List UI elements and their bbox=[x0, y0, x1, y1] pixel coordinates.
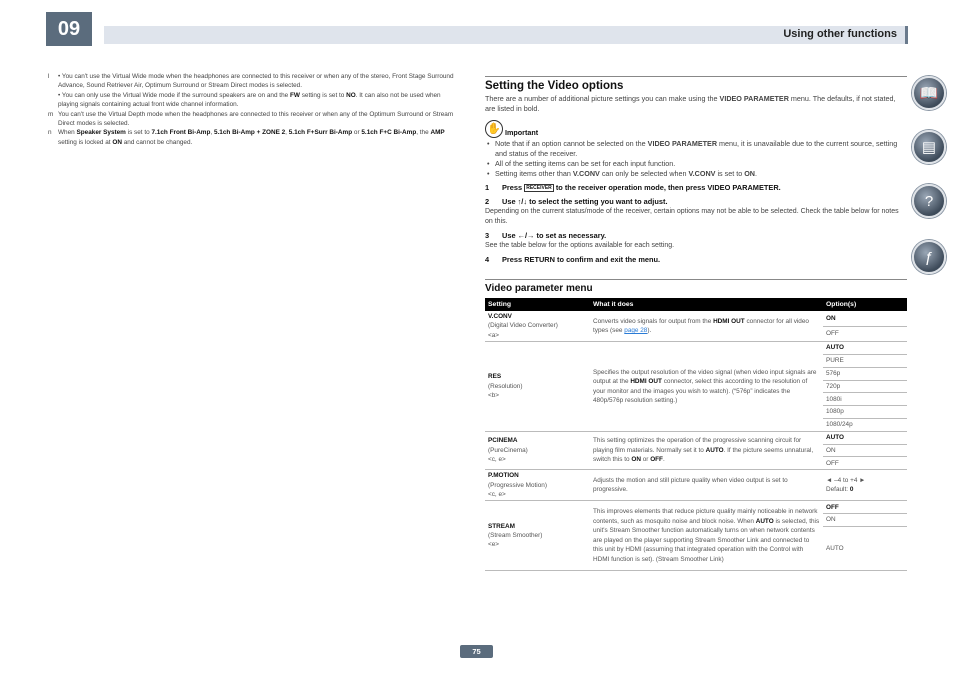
step-number: 3 bbox=[485, 231, 490, 240]
description-cell bbox=[590, 470, 823, 501]
column-header: Option(s) bbox=[823, 298, 907, 311]
text: Converts video signals for output from the bbox=[593, 317, 714, 325]
step-text bbox=[502, 255, 660, 265]
setting-subtitle: (Progressive Motion) bbox=[488, 481, 547, 489]
bold-text: ON bbox=[744, 169, 755, 178]
bold-text: HDMI OUT bbox=[713, 317, 745, 325]
setting-tag: <e> bbox=[488, 541, 500, 549]
text: Press RETURN to confirm and exit the menu. bbox=[502, 255, 661, 264]
setting-cell bbox=[485, 431, 590, 469]
setting-name: P.MOTION bbox=[488, 472, 519, 480]
bold-text: HDMI OUT bbox=[630, 378, 662, 386]
text: • You can't use the Virtual Wide mode when the headphones are connected to this receiver or when any of the stereo, Front Stage Surround Advance, Sound Retriever Air, Optimum Surround or Stream Direct modes is selected. bbox=[58, 73, 454, 90]
default-label: Default: bbox=[826, 486, 850, 494]
step-text bbox=[502, 183, 781, 193]
table-row bbox=[485, 501, 907, 514]
footnote-mark: n bbox=[48, 129, 52, 137]
step-number: 1 bbox=[485, 183, 490, 192]
step-number: 4 bbox=[485, 255, 490, 264]
step-description: See the table below for the options available for each setting. bbox=[485, 242, 675, 249]
option-value: PURE bbox=[826, 357, 844, 365]
footnote bbox=[48, 128, 458, 147]
text: to the receiver operation mode, then press VIDEO PARAMETER. bbox=[553, 183, 781, 192]
important-heading bbox=[485, 120, 907, 138]
text: Press bbox=[502, 183, 525, 192]
option-cell bbox=[823, 527, 907, 571]
option-cell bbox=[823, 380, 907, 393]
text: , bbox=[210, 129, 214, 137]
setting-name: V.CONV bbox=[488, 313, 512, 320]
text: ). bbox=[647, 327, 652, 335]
chapter-number: 09 bbox=[46, 12, 92, 46]
receiver-key: RECEIVER bbox=[526, 185, 552, 192]
text: or bbox=[640, 456, 651, 464]
table-row bbox=[485, 311, 907, 326]
option-value: ON bbox=[826, 314, 836, 322]
text: connector, select this according to the resolution of your monitor and the images you wish to watch). (“576p” indicates the 480p/576p resolution setting.) bbox=[593, 378, 808, 404]
list-item bbox=[485, 169, 907, 179]
bold-text: FW bbox=[289, 91, 300, 99]
setting-tag: <c, e> bbox=[488, 491, 506, 498]
option-value: 1080/24p bbox=[826, 421, 853, 429]
text: is selected, this unit's Stream Smoother function automatically turns on when network contents are played on the player supporting Stream Smoother Link and connected to this unit by HDMI (assuming that integrated operation with the Control with HDMI function is set). (Stream Smoother Link) bbox=[593, 517, 820, 563]
text: , the bbox=[416, 129, 431, 137]
text: or bbox=[352, 129, 362, 137]
footnotes bbox=[48, 72, 458, 147]
setting-tag: <b> bbox=[488, 392, 500, 400]
description-cell bbox=[590, 501, 823, 571]
footnote bbox=[48, 72, 458, 91]
text: Adjusts the motion and still picture quality when video output is set to progressive. bbox=[593, 476, 788, 494]
text: menu, it is unavailable due to the current source, setting and status of the receiver. bbox=[495, 139, 898, 158]
step bbox=[485, 231, 907, 241]
main-content bbox=[485, 76, 907, 571]
default-value: 0 bbox=[849, 486, 854, 494]
setting-name: PCINEMA bbox=[488, 437, 518, 445]
text: You can't use the Virtual Depth mode when the headphones are connected to this receiver or when any of the Optimum Surround or Stream Direct modes is selected. bbox=[58, 110, 454, 128]
option-cell bbox=[823, 501, 907, 514]
option-value: AUTO bbox=[826, 344, 844, 352]
step-description: Depending on the current status/mode of the receiver, certain options may not be able to be selected. Check the table below for notes on this. bbox=[485, 208, 899, 225]
option-value: AUTO bbox=[826, 544, 844, 552]
function-icon[interactable]: ƒ bbox=[912, 240, 946, 274]
step bbox=[485, 255, 907, 265]
option-value: 576p bbox=[826, 370, 841, 377]
option-value: OFF bbox=[826, 330, 839, 338]
bold-text: OFF bbox=[650, 456, 663, 464]
step bbox=[485, 197, 907, 207]
option-value: 720p bbox=[826, 382, 841, 390]
table-row bbox=[485, 470, 907, 501]
bold-text: 7.1ch Front Bi-Amp bbox=[151, 129, 211, 137]
text: When bbox=[58, 129, 77, 137]
table-row bbox=[485, 342, 907, 355]
table-row bbox=[485, 431, 907, 444]
setting-tag: <a> bbox=[488, 331, 500, 339]
important-list bbox=[485, 139, 907, 179]
page-link[interactable]: page 28 bbox=[624, 327, 648, 335]
bold-text: 5.1ch Bi-Amp + ZONE 2 bbox=[213, 129, 286, 137]
book-icon[interactable]: 📖 bbox=[912, 76, 946, 110]
setting-cell bbox=[485, 311, 590, 342]
option-default bbox=[826, 485, 904, 494]
text: , bbox=[285, 129, 289, 137]
option-cell bbox=[823, 367, 907, 380]
table-header bbox=[485, 298, 907, 311]
question-icon[interactable]: ? bbox=[912, 184, 946, 218]
option-value: ON bbox=[826, 446, 836, 454]
setting-subtitle: (Digital Video Converter) bbox=[488, 322, 558, 330]
bold-text: AMP bbox=[430, 129, 445, 137]
footnote bbox=[48, 110, 458, 129]
text: All of the setting items can be set for each input function. bbox=[495, 159, 676, 168]
text: This improves elements that reduce picture quality mainly noticeable in network contents, such as mosquito noise and block noise. When bbox=[593, 508, 818, 525]
steps bbox=[485, 183, 907, 265]
step-number: 2 bbox=[485, 197, 490, 206]
option-cell bbox=[823, 355, 907, 368]
setting-cell bbox=[485, 501, 590, 571]
option-cell bbox=[823, 342, 907, 355]
bold-text: 5.1ch F+C Bi-Amp bbox=[361, 129, 417, 137]
option-value: OFF bbox=[826, 503, 839, 511]
setting-subtitle: (Resolution) bbox=[488, 382, 523, 390]
option-cell bbox=[823, 514, 907, 527]
description-cell bbox=[590, 431, 823, 469]
text: menu. The defaults, if not stated, are listed in bold. bbox=[485, 94, 896, 113]
column-header: What it does bbox=[590, 298, 823, 311]
bold-text: AUTO bbox=[755, 517, 774, 525]
step bbox=[485, 183, 907, 193]
text: setting is set to bbox=[299, 91, 347, 99]
text: • You can only use the Virtual Wide mode if the surround speakers are on and the bbox=[58, 91, 290, 99]
text: and cannot be changed. bbox=[121, 138, 193, 146]
option-value: ON bbox=[826, 516, 836, 524]
setting-name: STREAM bbox=[488, 522, 515, 530]
video-parameter-table bbox=[485, 298, 907, 571]
text: Specifies the output resolution of the video signal (when video input signals are output at the bbox=[593, 368, 817, 386]
option-cell bbox=[823, 406, 907, 419]
option-cell bbox=[823, 419, 907, 432]
option-value: AUTO bbox=[826, 433, 844, 441]
option-value: 1080i bbox=[826, 395, 842, 403]
footnote-mark: l bbox=[48, 73, 50, 80]
footnote bbox=[48, 91, 458, 110]
bold-text: ON bbox=[112, 138, 122, 146]
column-header: Setting bbox=[485, 298, 590, 311]
option-cell bbox=[823, 326, 907, 341]
header-title: Using other functions bbox=[783, 28, 897, 40]
option-cell bbox=[823, 444, 907, 457]
setting-tag: <c, e> bbox=[488, 456, 506, 464]
text: Use ←/→ to set as necessary. bbox=[502, 231, 607, 240]
text: setting is locked at bbox=[58, 138, 113, 146]
option-value: 1080p bbox=[826, 408, 844, 416]
bold-text: AUTO bbox=[705, 446, 724, 454]
option-cell bbox=[823, 457, 907, 470]
header-bar bbox=[104, 26, 908, 44]
option-value: ◄ –4 to +4 ► bbox=[826, 476, 866, 484]
option-cell bbox=[823, 431, 907, 444]
option-cell bbox=[823, 393, 907, 406]
bold-text: V.CONV bbox=[572, 169, 600, 178]
text: . bbox=[662, 456, 665, 464]
option-cell bbox=[823, 311, 907, 326]
text: is set to bbox=[715, 169, 745, 178]
setting-subtitle: (PureCinema) bbox=[488, 446, 528, 454]
setting-cell bbox=[485, 342, 590, 432]
remote-icon[interactable]: ▤ bbox=[912, 130, 946, 164]
text: There are a number of additional picture settings you can make using the bbox=[485, 94, 720, 103]
section-title: Setting the Video options bbox=[485, 80, 624, 92]
important-icon: ✋ bbox=[485, 120, 503, 138]
step-text bbox=[502, 231, 606, 241]
text: is set to bbox=[125, 129, 152, 137]
setting-subtitle: (Stream Smoother) bbox=[488, 532, 543, 539]
text: Use ↑/↓ to select the setting you want to adjust. bbox=[502, 197, 668, 206]
important-label: Important bbox=[505, 128, 539, 137]
setting-cell bbox=[485, 470, 590, 501]
text: can only be selected when bbox=[599, 169, 689, 178]
bold-text: V.CONV bbox=[688, 169, 716, 178]
list-item bbox=[485, 159, 907, 169]
text: . If the picture seems unnatural, switch this to bbox=[593, 446, 814, 464]
description-cell bbox=[590, 342, 823, 432]
bold-text: VIDEO PARAMETER bbox=[719, 94, 789, 103]
bold-text: Speaker System bbox=[76, 129, 126, 137]
list-item bbox=[485, 139, 907, 159]
page-number: 75 bbox=[460, 645, 493, 658]
text: . It can also not be used when playing signals containing actual front wide channel information. bbox=[58, 91, 441, 109]
section-intro bbox=[485, 94, 907, 114]
setting-name: RES bbox=[488, 373, 502, 381]
text: Setting items other than bbox=[495, 169, 573, 178]
option-cell bbox=[823, 470, 907, 501]
description-cell bbox=[590, 311, 823, 342]
section-divider bbox=[485, 76, 907, 77]
text: This setting optimizes the operation of the progressive scanning circuit for playing film materials. Normally set it to bbox=[593, 437, 802, 454]
bold-text: ON bbox=[631, 456, 641, 464]
step-text bbox=[502, 197, 668, 207]
text: . bbox=[755, 169, 757, 178]
menu-title: Video parameter menu bbox=[485, 279, 907, 294]
option-value: OFF bbox=[826, 459, 839, 467]
text: connector for all video types (see bbox=[593, 317, 809, 335]
bold-text: 5.1ch F+Surr Bi-Amp bbox=[288, 129, 353, 137]
bold-text: VIDEO PARAMETER bbox=[647, 139, 718, 148]
text: Note that if an option cannot be selected on the bbox=[495, 139, 648, 148]
footnote-mark: m bbox=[48, 110, 54, 118]
bold-text: NO bbox=[346, 91, 356, 99]
